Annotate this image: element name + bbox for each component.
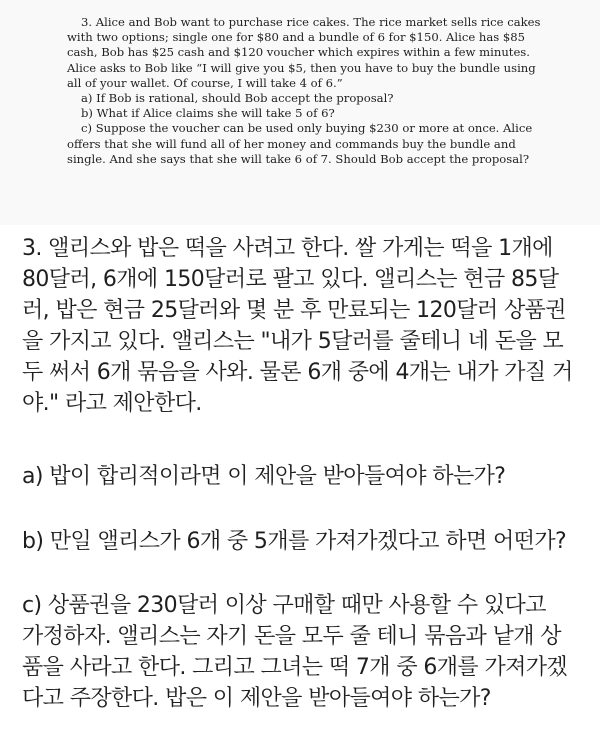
- english-line: cash, Bob has $25 cash and $120 voucher which expires within a few minutes.: [67, 45, 530, 60]
- korean-problem-text: [22, 233, 582, 419]
- english-question-a: a) If Bob is rational, should Bob accept the proposal?: [81, 91, 394, 106]
- korean-line: 을 가지고 있다. 앨리스는 "내가 5달러를 줄테니 네 돈을 모: [22, 329, 564, 354]
- korean-line: 야." 라고 제안한다.: [22, 391, 202, 416]
- english-question-c: c) Suppose the voucher can be used only buying $230 or more at once. Alice: [81, 121, 533, 136]
- korean-line: 러, 밥은 현금 25달러와 몇 분 후 만료되는 120달러 상품권: [22, 298, 566, 323]
- english-line: 3. Alice and Bob want to purchase rice cakes. The rice market sells rice cakes: [81, 15, 541, 29]
- korean-translation: [0, 225, 600, 750]
- english-question-b: b) What if Alice claims she will take 5 of 6?: [81, 106, 335, 121]
- korean-line: 다고 주장한다. 밥은 이 제안을 받아들여야 하는가?: [22, 686, 491, 711]
- korean-line: c) 상품권을 230달러 이상 구매할 때만 사용할 수 있다고: [22, 593, 546, 618]
- korean-question-b: b) 만일 앨리스가 6개 중 5개를 가져가겠다고 하면 어떤가?: [22, 529, 567, 554]
- korean-question-a: a) 밥이 합리적이라면 이 제안을 받아들여야 하는가?: [22, 464, 506, 489]
- korean-line: 두 써서 6개 묶음을 사와. 물론 6개 중에 4개는 내가 가질 거: [22, 360, 573, 385]
- english-line: all of your wallet. Of course, I will take 4 of 6.”: [67, 75, 343, 90]
- english-problem-image: [0, 0, 600, 225]
- english-line: offers that she will fund all of her money and commands buy the bundle and: [67, 136, 516, 151]
- english-line: with two options; single one for $80 and a bundle of 6 for $150. Alice has $85: [67, 30, 526, 45]
- korean-question-c: [22, 590, 582, 714]
- korean-line: 품을 사라고 한다. 그리고 그녀는 떡 7개 중 6개를 가져가겠: [22, 655, 568, 680]
- english-line: single. And she says that she will take 6 of 7. Should Bob accept the proposal?: [67, 151, 530, 166]
- english-line: Alice asks to Bob like “I will give you $5, then you have to buy the bundle using: [67, 60, 536, 75]
- korean-line: 가정하자. 앨리스는 자기 돈을 모두 줄 테니 묶음과 낱개 상: [22, 624, 561, 649]
- english-problem-text: [67, 15, 557, 167]
- korean-line: 3. 앨리스와 밥은 떡을 사려고 한다. 쌀 가게는 떡을 1개에: [22, 236, 553, 261]
- korean-line: 80달러, 6개에 150달러로 팔고 있다. 앨리스는 현금 85달: [22, 267, 559, 292]
